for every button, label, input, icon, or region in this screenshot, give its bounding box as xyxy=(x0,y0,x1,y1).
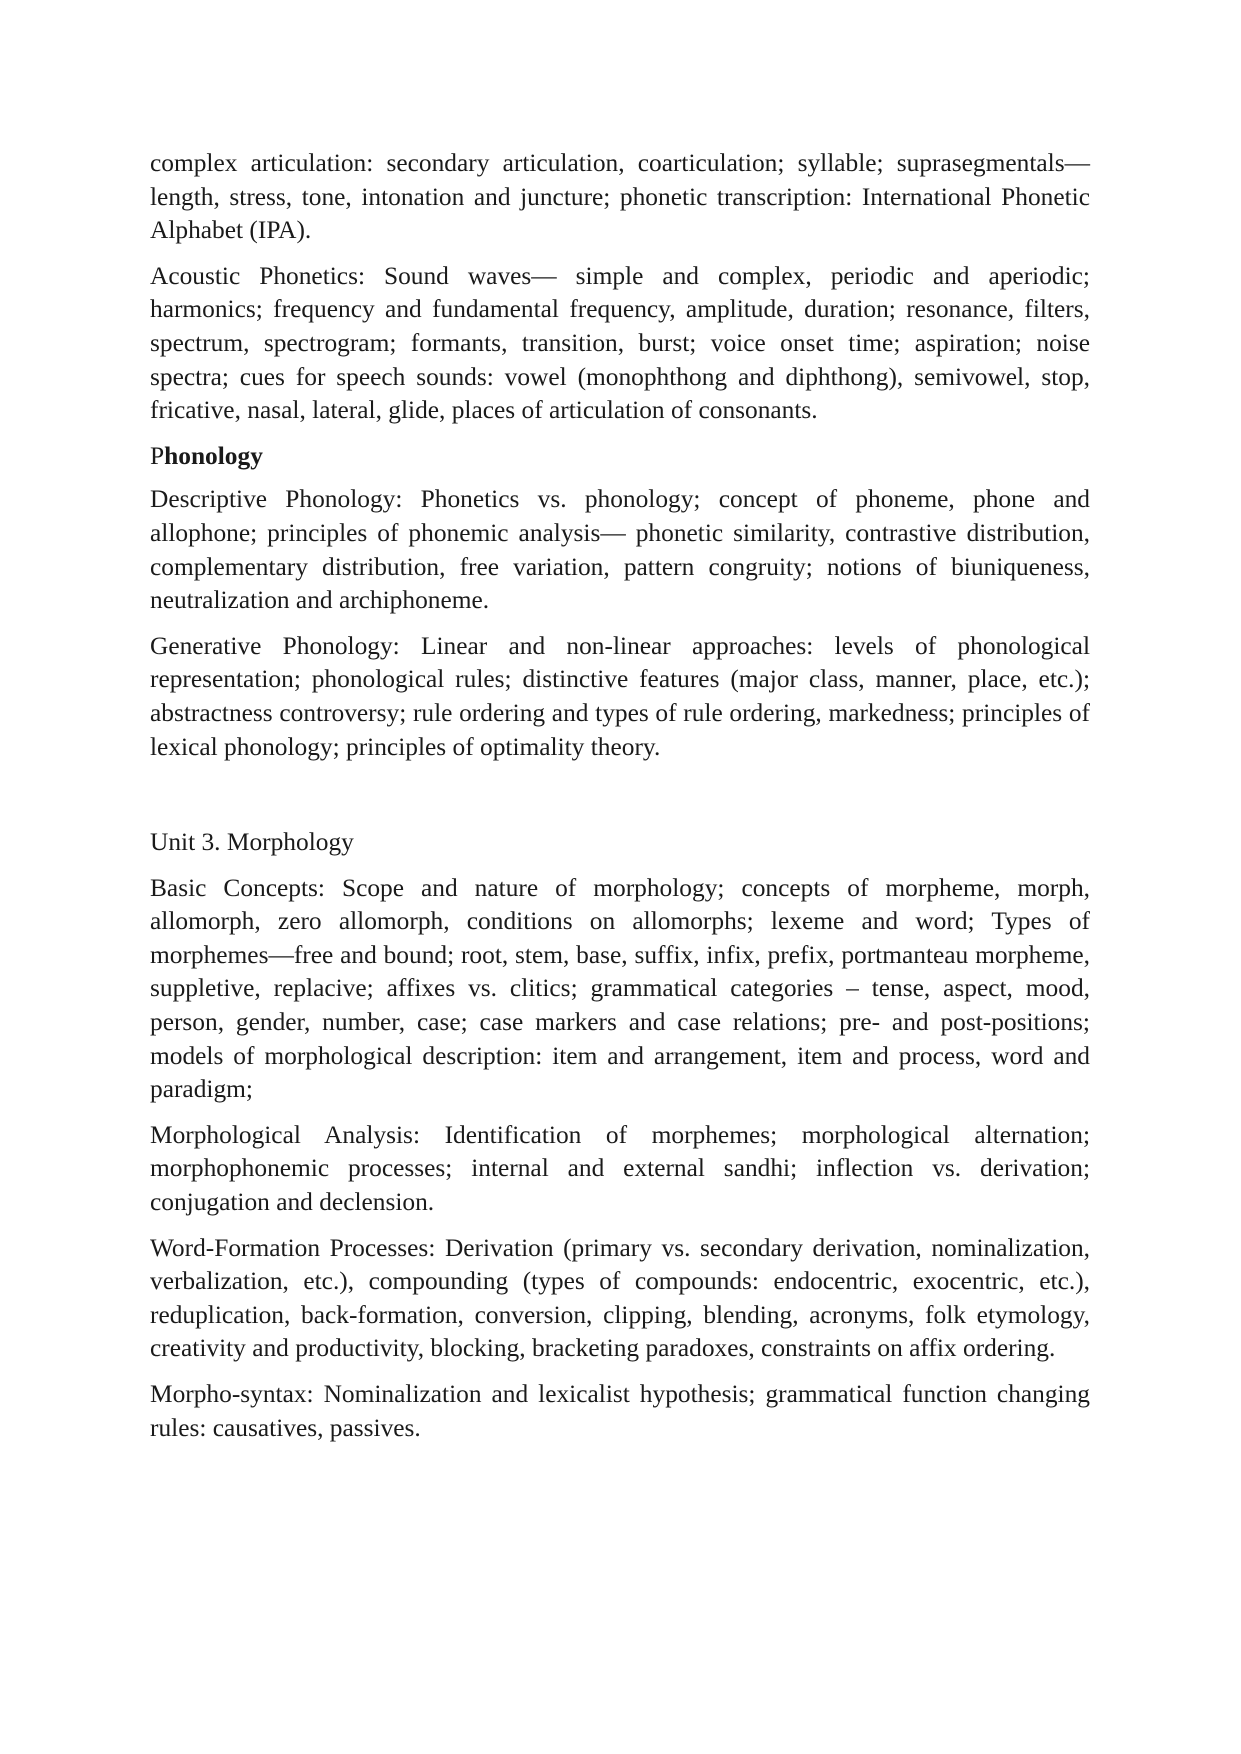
paragraph-morpho-syntax: Morpho-syntax: Nominalization and lexicalist hypothesis; grammatical function changing rules: causatives, passives. xyxy=(150,1380,1090,1442)
heading-rest: honology xyxy=(164,441,263,470)
paragraph-morphological-analysis: Morphological Analysis: Identification of morphemes; morphological alternation; morphophonemic processes; internal and external sandhi; inflection vs. derivation; conjugation and declension. xyxy=(150,1120,1090,1217)
paragraph-acoustic-phonetics: Acoustic Phonetics: Sound waves— simple and complex, periodic and aperiodic; harmonics; frequency and fundamental frequency, amplitude, duration; resonance, filters, spectrum, spectrogram; formants, transition, burst; voice onset time; aspiration; noise spectra; cues for speech sounds: vowel (monophthong and diphthong), semivowel, stop, fricative, nasal, lateral, glide, places of articulation of consonants. xyxy=(150,261,1090,425)
unit-heading-morphology: Unit 3. Morphology xyxy=(150,828,354,857)
document-page xyxy=(150,147,1090,1457)
section-heading-phonology xyxy=(150,440,1090,474)
paragraph-descriptive-phonology: Descriptive Phonology: Phonetics vs. phonology; concept of phoneme, phone and allophone; principles of phonemic analysis— phonetic similarity, contrastive distribution, complementary distribution, free variation, pattern congruity; notions of biuniqueness, neutralization and archiphoneme. xyxy=(150,485,1090,615)
paragraph-generative-phonology: Generative Phonology: Linear and non-linear approaches: levels of phonological representation; phonological rules; distinctive features (major class, manner, place, etc.); abstractness controversy; rule ordering and types of rule ordering, markedness; principles of lexical phonology; principles of optimality theory. xyxy=(150,631,1090,761)
paragraph-complex-articulation: complex articulation: secondary articulation, coarticulation; syllable; suprasegmentals—length, stress, tone, intonation and juncture; phonetic transcription: International Phonetic Alphabet (IPA). xyxy=(150,149,1090,245)
heading-initial: P xyxy=(150,441,165,470)
paragraph-word-formation: Word-Formation Processes: Derivation (primary vs. secondary derivation, nominalization, verbalization, etc.), compounding (types of compounds: endocentric, exocentric, etc.), reduplication, back-formation, conversion, clipping, blending, acronyms, folk etymology, creativity and productivity, blocking, bracketing paradoxes, constraints on affix ordering. xyxy=(150,1233,1090,1363)
paragraph-basic-concepts: Basic Concepts: Scope and nature of morphology; concepts of morpheme, morph, allomorph, zero allomorph, conditions on allomorphs; lexeme and word; Types of morphemes—free and bound; root, stem, base, suffix, infix, prefix, portmanteau morpheme, suppletive, replacive; affixes vs. clitics; grammatical categories – tense, aspect, mood, person, gender, number, case; case markers and case relations; pre- and post-positions; models of morphological description: item and arrangement, item and process, word and paradigm; xyxy=(150,873,1090,1104)
